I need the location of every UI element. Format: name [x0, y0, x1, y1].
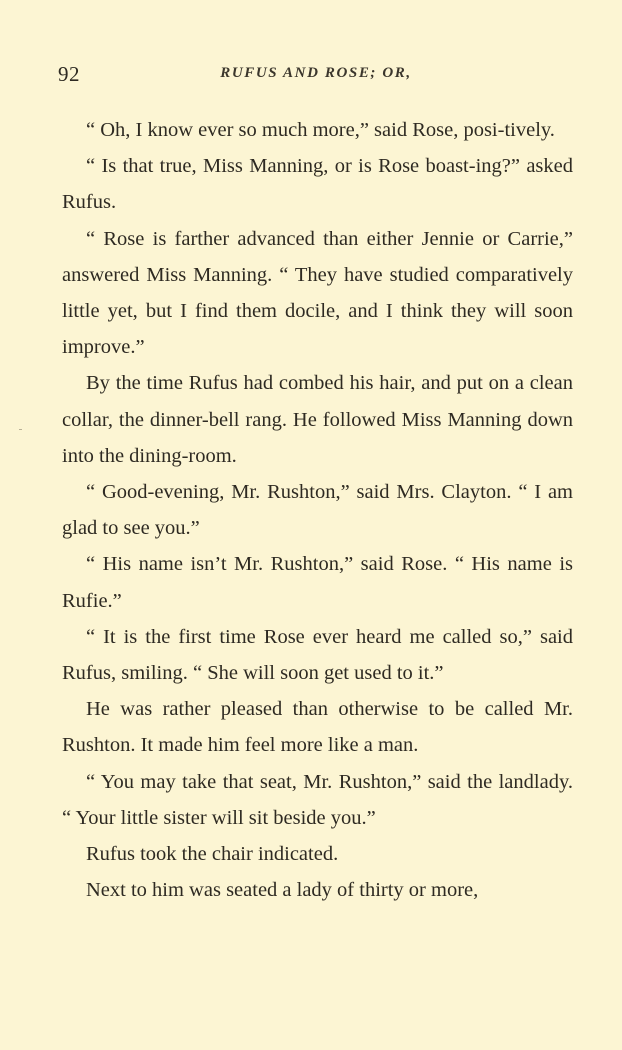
paragraph-his-name: “ His name isn’t Mr. Rushton,” said Rose. “ His name is Rufie.”	[62, 553, 573, 612]
paragraph-is-that-true: “ Is that true, Miss Manning, or is Rose boast-ing?” asked Rufus.	[62, 155, 573, 214]
page-number: 92	[58, 62, 80, 86]
margin-speck	[19, 429, 22, 430]
paragraph-take-that-seat: “ You may take that seat, Mr. Rushton,” said the landlady. “ Your little sister will sit beside you.”	[62, 770, 573, 829]
running-title: RUFUS AND ROSE; OR,	[220, 65, 412, 81]
paragraph-by-the-time: By the time Rufus had combed his hair, and put on a clean collar, the dinner-bell rang. He followed Miss Manning down into the dining-room.	[62, 372, 573, 467]
running-header	[58, 62, 574, 92]
paragraph-rather-pleased: He was rather pleased than otherwise to be called Mr. Rushton. It made him feel more like a man.	[62, 698, 573, 757]
paragraph-first-time: “ It is the first time Rose ever heard me called so,” said Rufus, smiling. “ She will soon get used to it.”	[62, 625, 573, 685]
paragraph-good-evening: “ Good-evening, Mr. Rushton,” said Mrs. Clayton. “ I am glad to see you.”	[62, 481, 573, 540]
paragraph-took-the-chair: Rufus took the chair indicated.	[86, 843, 339, 866]
paragraph-rose-is-farther: “ Rose is farther advanced than either Jennie or Carrie,” answered Miss Manning. “ They have studied comparatively little yet, but I find them docile, and I think they will soon improve.”	[62, 227, 573, 359]
body-text	[62, 112, 573, 908]
paragraph-oh-i-know: “ Oh, I know ever so much more,” said Rose, posi-tively.	[86, 119, 555, 141]
paragraph-next-to-him: Next to him was seated a lady of thirty or more,	[86, 879, 479, 902]
